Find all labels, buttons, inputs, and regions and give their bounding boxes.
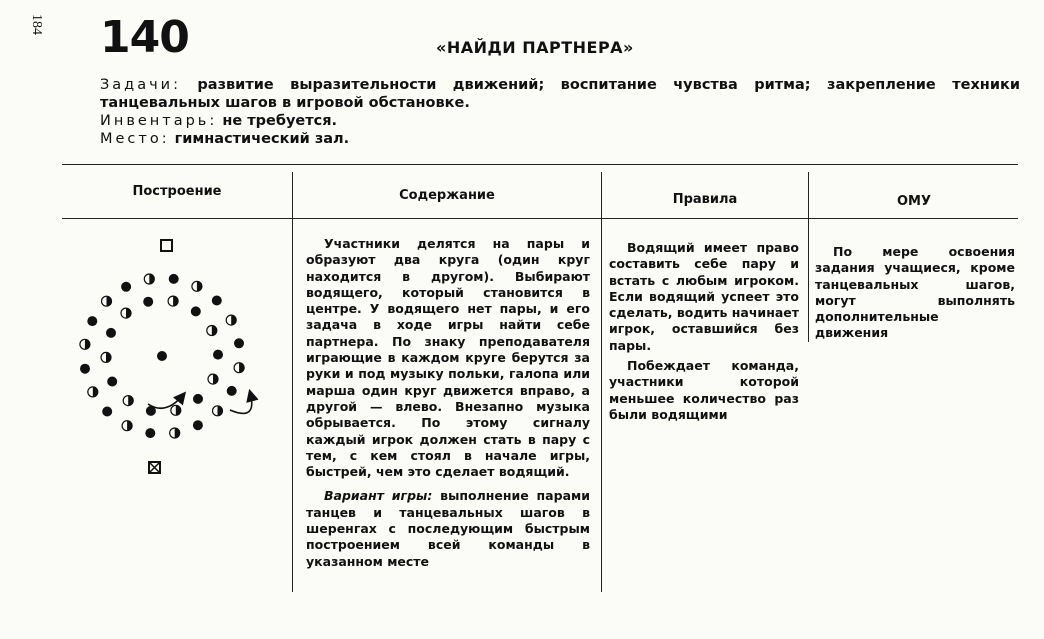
equipment-text: не требуется.	[222, 113, 338, 129]
variant-label: Вариант игры:	[324, 488, 433, 504]
player-dot	[169, 274, 179, 284]
place-text: гимнастический зал.	[174, 131, 350, 147]
player-dot	[227, 386, 237, 396]
player-dot	[213, 350, 223, 360]
header-rules: Правила	[672, 192, 738, 207]
circle-players	[80, 274, 244, 438]
game-number: 140	[100, 12, 189, 63]
player-dot	[87, 316, 97, 326]
header-content: Содержание	[399, 188, 495, 203]
column-divider-1	[292, 172, 293, 592]
omu-cell	[815, 244, 1015, 342]
player-dot	[193, 394, 203, 404]
table-header-rule	[62, 218, 1018, 219]
tasks-line	[62, 76, 1020, 112]
content-paragraph: Участники делятся на пары и образуют два круга (один круг находится в другом). Выбирают водящего, который становится в центре. У водящего нет пары, и его задача в ходе игры найти себе партнера. По знаку преподавателя играющие в каждом круге берутся за руки и под музыку польки, галопа или марша один круг движется вправо, а другой — влево. Внезапно музыка обрывается. По этому сигналу каждый игрок должен стать в пару с тем, с кем стоял в начале игры, быстрей, чем это сделает водящий.	[306, 236, 590, 480]
header-omu: ОМУ	[896, 194, 931, 209]
variant-text: выполнение парами танцев и танцевальных шагов в шеренгах с последующим быстрым построением всей команды в указанном месте	[306, 488, 590, 569]
crossed-square-icon	[149, 462, 160, 473]
content-cell	[306, 236, 590, 570]
player-dot	[145, 428, 155, 438]
rules-paragraph-2: Побеждает команда, участники которой меньшее количество раз были водящими	[609, 358, 799, 422]
equipment-line	[62, 112, 1020, 130]
player-dot	[107, 377, 117, 387]
player-dot	[193, 420, 203, 430]
page-number: 184	[29, 14, 44, 35]
driver-dot	[157, 351, 167, 361]
game-title: «НАЙДИ ПАРТНЕРА»	[436, 38, 634, 57]
player-dot	[191, 306, 201, 316]
place-label: Место:	[100, 131, 170, 147]
player-dot	[106, 328, 116, 338]
content-variant	[306, 488, 590, 569]
player-dot	[121, 282, 131, 292]
rules-paragraph-1: Водящий имеет право составить себе пару и встать с любым игроком. Если водящий успеет это сделать, водить начинает игрок, оставшийся без пары.	[609, 240, 799, 353]
player-dot	[234, 338, 244, 348]
empty-square-icon	[161, 240, 172, 251]
player-dot	[212, 296, 222, 306]
column-divider-2	[601, 172, 602, 592]
table-top-rule	[62, 164, 1018, 165]
omu-paragraph: По мере освоения задания учащиеся, кроме танцевальных шагов, могут выполнять дополнительные движения	[815, 244, 1015, 341]
player-dot	[102, 407, 112, 417]
game-info	[62, 76, 1020, 148]
header-formation: Построение	[132, 184, 222, 199]
equipment-label: Инвентарь:	[100, 113, 218, 129]
formation-diagram	[62, 226, 292, 486]
place-line	[62, 130, 1020, 148]
tasks-label: Задачи:	[100, 77, 181, 93]
player-dot	[143, 297, 153, 307]
rules-cell	[609, 240, 799, 423]
tasks-text: развитие выразительности движений; воспитание чувства ритма; закрепление техники танцевальных шагов в игровой обстановке.	[100, 77, 1020, 111]
player-dot	[80, 364, 90, 374]
